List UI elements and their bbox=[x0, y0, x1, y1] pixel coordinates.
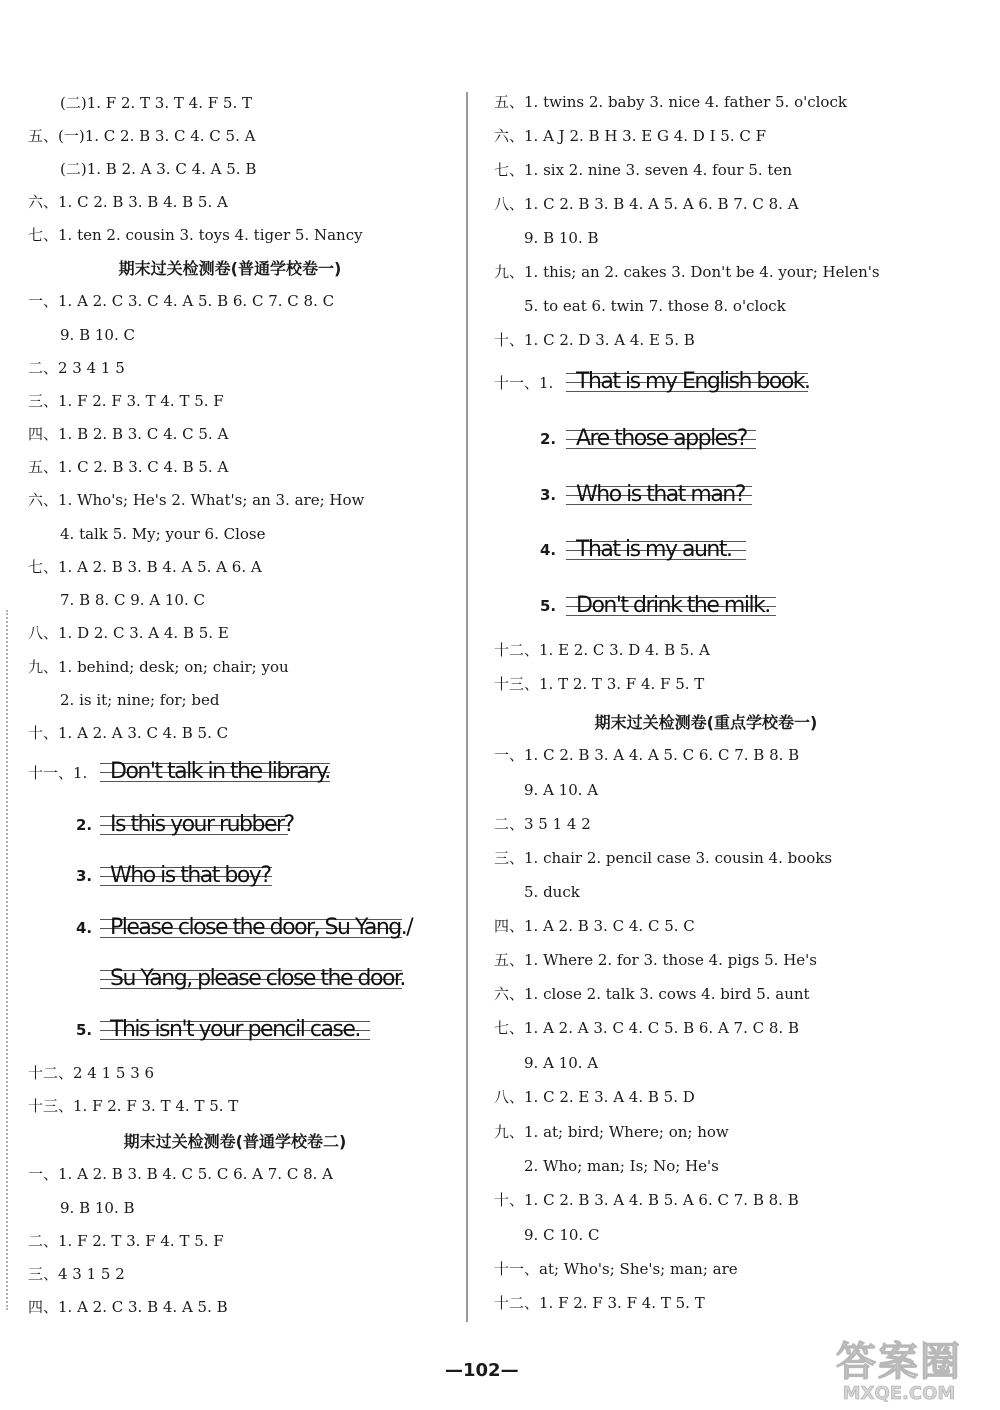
handwriting-text: Who is that boy? bbox=[110, 863, 271, 888]
writing-line bbox=[100, 911, 413, 945]
answer-line: 五、1. Where 2. for 3. those 4. pigs 5. He's bbox=[494, 951, 817, 969]
answer-line: 二、3 5 1 4 2 bbox=[494, 815, 591, 833]
answer-line: 七、1. A 2. A 3. C 4. C 5. B 6. A 7. C 8. B bbox=[494, 1019, 799, 1037]
answer-line: 9. B 10. B bbox=[60, 1199, 135, 1217]
answer-line: 八、1. D 2. C 3. A 4. B 5. E bbox=[28, 624, 229, 642]
answer-line: 一、1. A 2. B 3. B 4. C 5. C 6. A 7. C 8. A bbox=[28, 1165, 333, 1183]
section-title: 期末过关检测卷(普通学校卷一) bbox=[118, 259, 342, 278]
answer-line: 十三、1. T 2. T 3. F 4. F 5. T bbox=[494, 675, 705, 693]
answer-line: 十一、1. bbox=[28, 764, 88, 782]
answer-line: 八、1. C 2. E 3. A 4. B 5. D bbox=[494, 1088, 695, 1106]
answer-line: 5. to eat 6. twin 7. those 8. o'clock bbox=[524, 297, 786, 315]
answer-line: 9. C 10. C bbox=[524, 1226, 600, 1244]
handwriting-text: Don't drink the milk. bbox=[576, 593, 770, 618]
answer-line: 五、1. twins 2. baby 3. nice 4. father 5. o'clock bbox=[494, 93, 847, 111]
answer-line: 五、1. C 2. B 3. C 4. B 5. A bbox=[28, 458, 229, 476]
handwriting-text: Is this your rubber? bbox=[110, 812, 294, 837]
item-number: 2. bbox=[76, 816, 93, 834]
answer-line: 9. A 10. A bbox=[524, 1054, 599, 1072]
answer-line: 六、1. Who's; He's 2. What's; an 3. are; How bbox=[28, 491, 365, 509]
answer-line: 五、(一)1. C 2. B 3. C 4. C 5. A bbox=[28, 127, 256, 145]
answer-line: 十一、at; Who's; She's; man; are bbox=[494, 1260, 738, 1278]
answer-line: (二)1. F 2. T 3. T 4. F 5. T bbox=[60, 94, 253, 112]
answer-line: 一、1. A 2. C 3. C 4. A 5. B 6. C 7. C 8. C bbox=[28, 292, 335, 310]
answer-line: 七、1. ten 2. cousin 3. toys 4. tiger 5. Nancy bbox=[28, 226, 363, 244]
answer-line: 9. B 10. C bbox=[60, 326, 135, 344]
answer-line: 八、1. C 2. B 3. B 4. A 5. A 6. B 7. C 8. A bbox=[494, 195, 799, 213]
answer-line: 十二、1. E 2. C 3. D 4. B 5. A bbox=[494, 641, 710, 659]
handwriting-text: Su Yang, please close the door. bbox=[110, 966, 405, 991]
answer-line: 九、1. this; an 2. cakes 3. Don't be 4. your; Helen's bbox=[494, 263, 880, 281]
handwriting-text: That is my English book. bbox=[576, 369, 810, 394]
item-number: 4. bbox=[540, 541, 557, 559]
item-number: 2. bbox=[540, 430, 557, 448]
writing-line bbox=[566, 365, 808, 399]
handwriting-text: This isn't your pencil case. bbox=[110, 1017, 360, 1042]
answer-line: 十、1. A 2. A 3. C 4. B 5. C bbox=[28, 724, 229, 742]
answer-line: 十、1. C 2. D 3. A 4. E 5. B bbox=[494, 331, 695, 349]
item-number: 5. bbox=[76, 1021, 93, 1039]
answer-line: 2. is it; nine; for; bed bbox=[60, 691, 220, 709]
answer-line: 九、1. behind; desk; on; chair; you bbox=[28, 658, 289, 676]
answer-line: 十二、1. F 2. F 3. F 4. T 5. T bbox=[494, 1294, 705, 1312]
section-title: 期末过关检测卷(重点学校卷一) bbox=[594, 713, 818, 732]
answer-line: 四、1. A 2. B 3. C 4. C 5. C bbox=[494, 917, 695, 935]
writing-line bbox=[100, 755, 330, 789]
answer-line: 4. talk 5. My; your 6. Close bbox=[60, 525, 266, 543]
answer-line: 一、1. C 2. B 3. A 4. A 5. C 6. C 7. B 8. B bbox=[494, 746, 800, 764]
page-number: —102— bbox=[445, 1360, 519, 1381]
handwriting-text: Don't talk in the library. bbox=[110, 759, 330, 784]
answer-line: 三、1. F 2. F 3. T 4. T 5. F bbox=[28, 392, 224, 410]
answer-line: 七、1. A 2. B 3. B 4. A 5. A 6. A bbox=[28, 558, 262, 576]
answer-line: 7. B 8. C 9. A 10. C bbox=[60, 591, 205, 609]
handwriting-text: Are those apples? bbox=[576, 426, 747, 451]
watermark-main: 答案圈 bbox=[836, 1339, 962, 1385]
answer-line: 六、1. C 2. B 3. B 4. B 5. A bbox=[28, 193, 228, 211]
writing-line bbox=[566, 533, 746, 567]
answer-line: 四、1. A 2. C 3. B 4. A 5. B bbox=[28, 1298, 228, 1316]
item-number: 4. bbox=[76, 919, 93, 937]
handwriting-text: Who is that man? bbox=[576, 482, 745, 507]
section-title: 期末过关检测卷(普通学校卷二) bbox=[123, 1132, 347, 1151]
answer-line: 三、4 3 1 5 2 bbox=[28, 1265, 125, 1283]
answer-line: (二)1. B 2. A 3. C 4. A 5. B bbox=[60, 160, 257, 178]
answer-line: 六、1. close 2. talk 3. cows 4. bird 5. aunt bbox=[494, 985, 810, 1003]
writing-line bbox=[100, 808, 294, 842]
column-divider bbox=[466, 92, 468, 1322]
writing-line bbox=[566, 589, 776, 623]
writing-line bbox=[100, 962, 405, 996]
writing-line bbox=[100, 1013, 370, 1047]
answer-line: 十、1. C 2. B 3. A 4. B 5. A 6. C 7. B 8. B bbox=[494, 1191, 799, 1209]
answer-line: 5. duck bbox=[524, 883, 580, 901]
answer-line: 9. A 10. A bbox=[524, 781, 599, 799]
answer-line: 二、1. F 2. T 3. F 4. T 5. F bbox=[28, 1232, 224, 1250]
answer-line: 二、2 3 4 1 5 bbox=[28, 359, 125, 377]
tear-line bbox=[6, 610, 14, 1310]
writing-line bbox=[566, 478, 752, 512]
item-number: 5. bbox=[540, 597, 557, 615]
item-number: 3. bbox=[540, 486, 557, 504]
answer-line: 六、1. A J 2. B H 3. E G 4. D I 5. C F bbox=[494, 127, 767, 145]
writing-line bbox=[566, 422, 756, 456]
answer-line: 十三、1. F 2. F 3. T 4. T 5. T bbox=[28, 1097, 239, 1115]
handwriting-text: That is my aunt. bbox=[576, 537, 732, 562]
answer-line: 九、1. at; bird; Where; on; how bbox=[494, 1123, 729, 1141]
handwriting-text: Please close the door, Su Yang./ bbox=[110, 915, 413, 940]
answer-line: 七、1. six 2. nine 3. seven 4. four 5. ten bbox=[494, 161, 792, 179]
watermark-logo bbox=[804, 1340, 994, 1406]
answer-line: 9. B 10. B bbox=[524, 229, 599, 247]
item-number: 3. bbox=[76, 867, 93, 885]
writing-line bbox=[100, 859, 272, 893]
answer-line: 十一、1. bbox=[494, 374, 554, 392]
answer-line: 四、1. B 2. B 3. C 4. C 5. A bbox=[28, 425, 229, 443]
answer-line: 三、1. chair 2. pencil case 3. cousin 4. books bbox=[494, 849, 833, 867]
answer-line: 十二、2 4 1 5 3 6 bbox=[28, 1064, 155, 1082]
watermark-url: MXQE.COM bbox=[842, 1383, 956, 1404]
answer-line: 2. Who; man; Is; No; He's bbox=[524, 1157, 719, 1175]
